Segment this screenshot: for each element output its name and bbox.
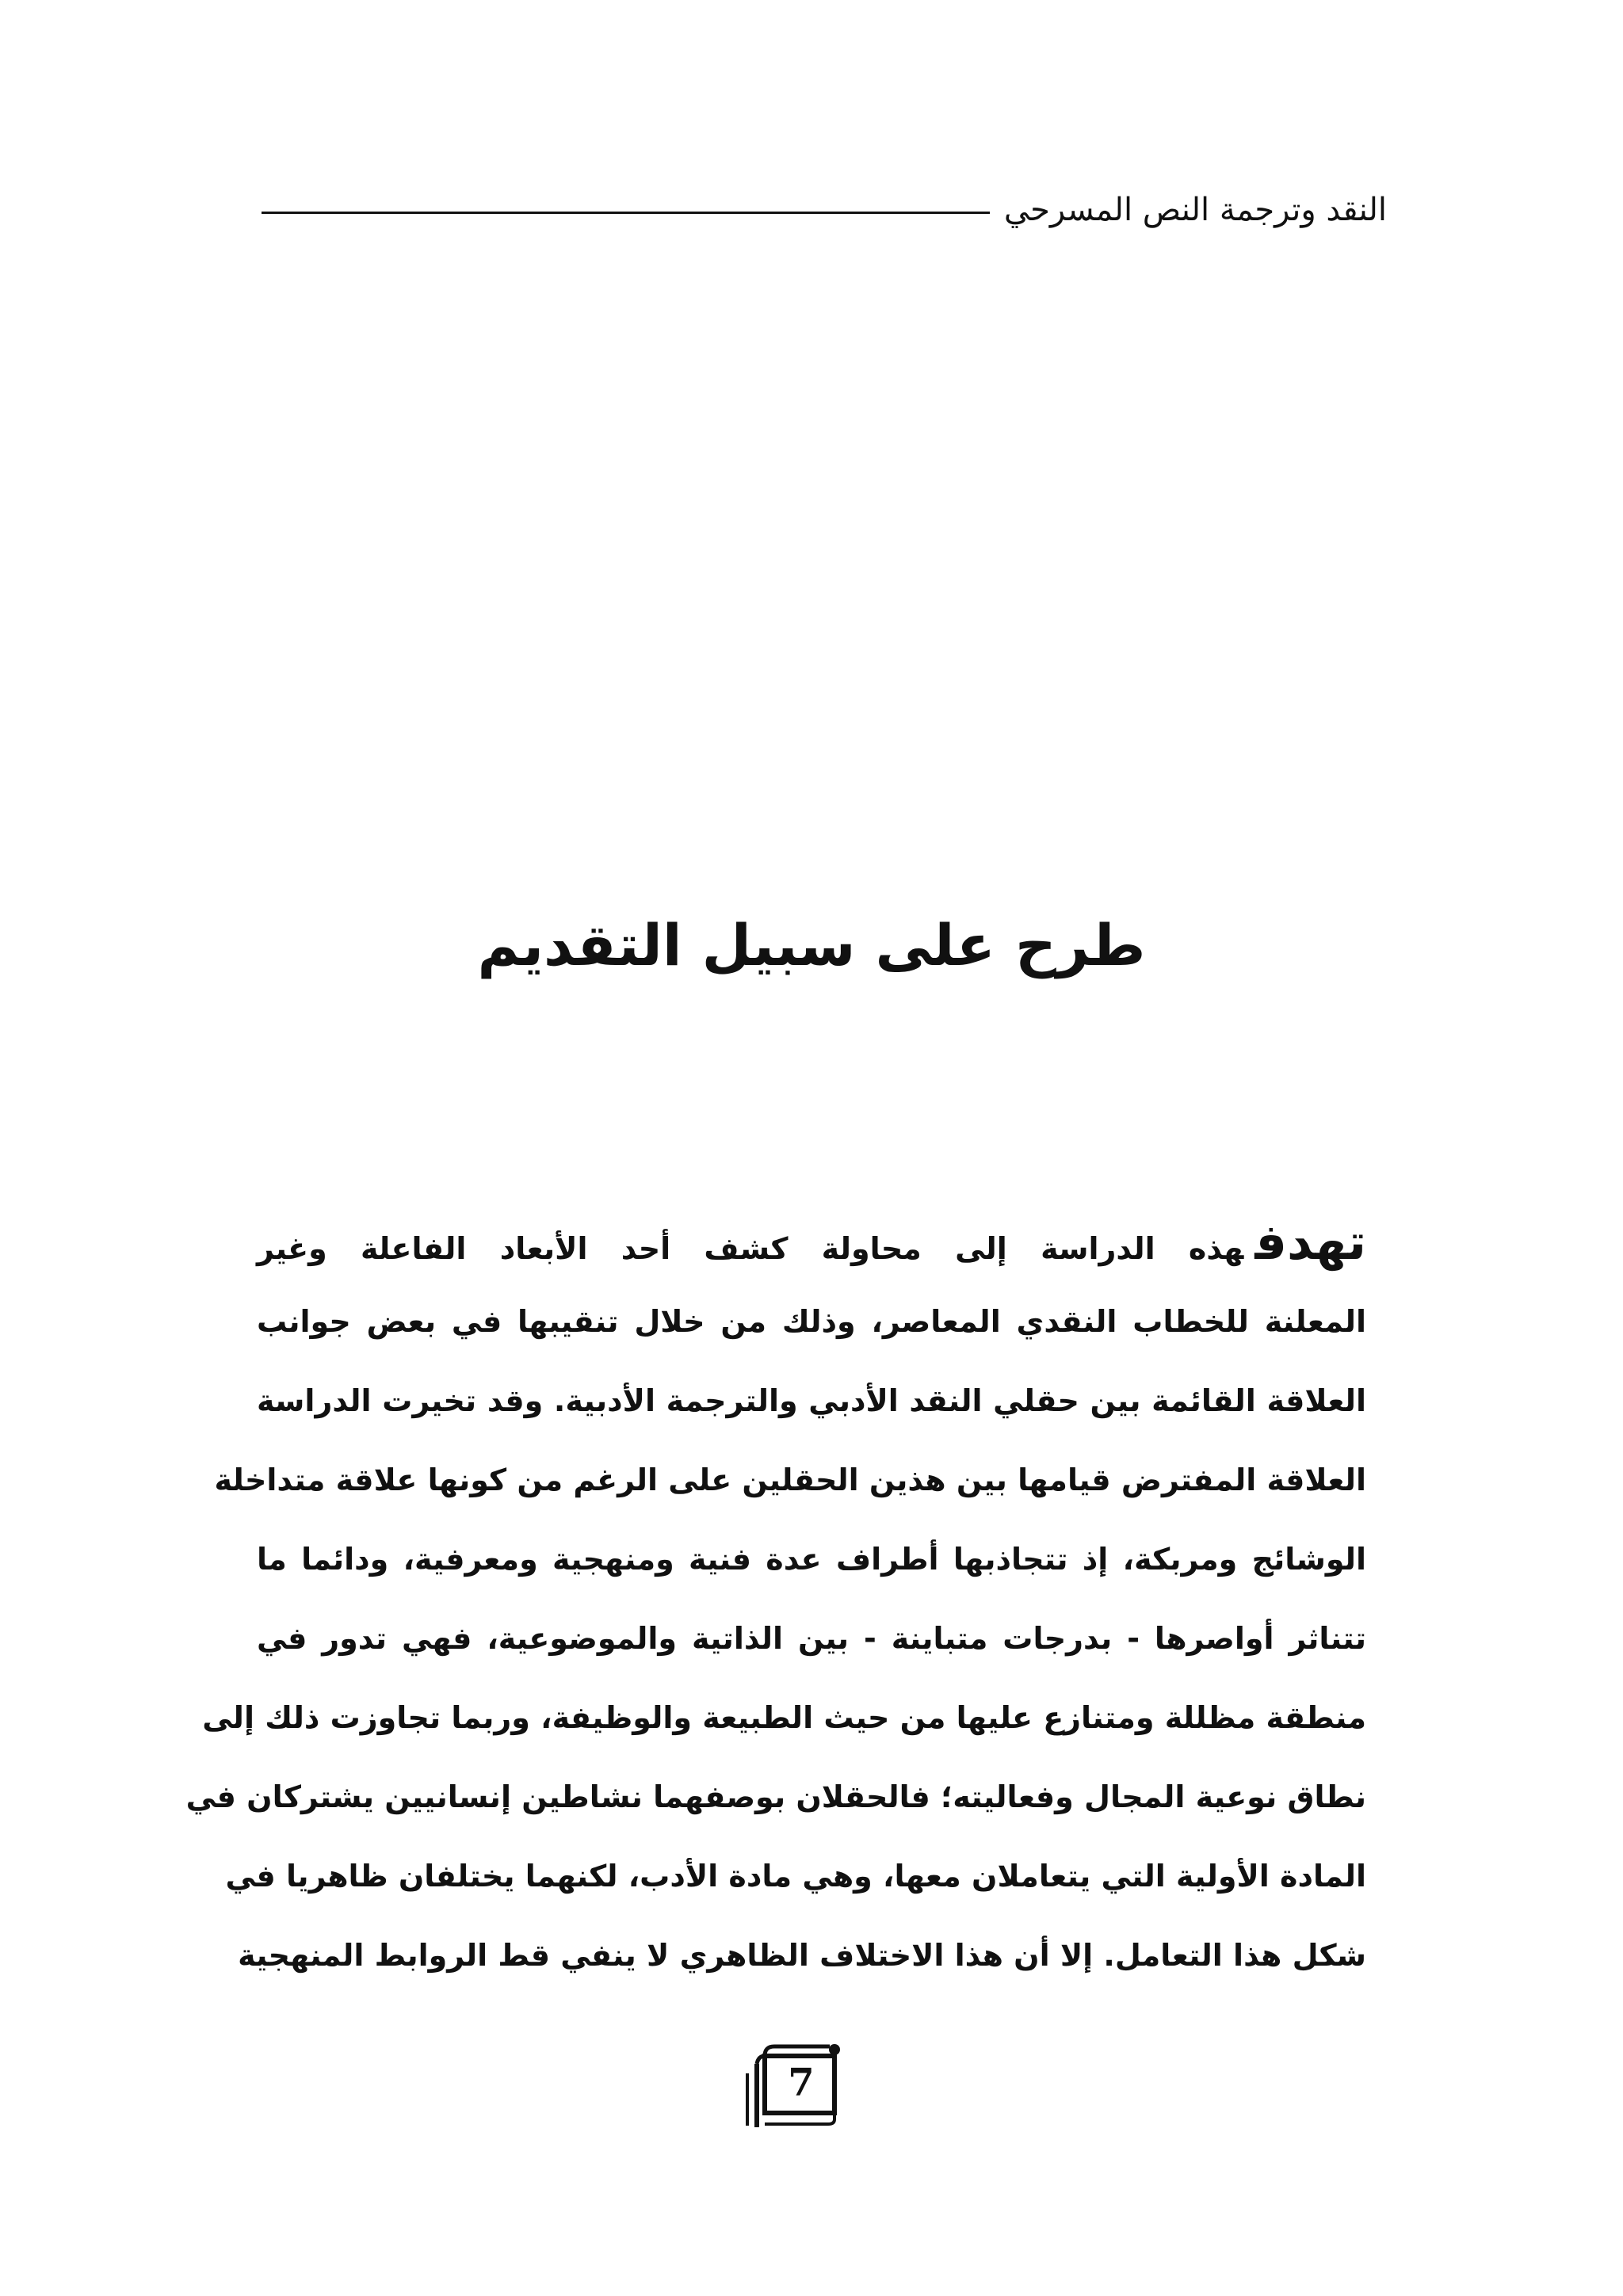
- page-number-ornament: [741, 2040, 856, 2131]
- body-line: المعلنة للخطاب النقدي المعاصر، وذلك من خلال تنقيبها في بعض جوانب: [257, 1304, 1366, 1339]
- body-paragraph: [185, 1203, 1366, 1995]
- body-line: المادة الأولية التي يتعاملان معها، وهي مادة الأدب، لكنهما يختلفان ظاهريا في: [225, 1859, 1366, 1894]
- body-line: نطاق نوعية المجال وفعاليته؛ فالحقلان بوصفهما نشاطين إنسانيين يشتركان في: [185, 1779, 1366, 1814]
- lead-word: تهدف: [1254, 1213, 1366, 1271]
- body-line: منطقة مظللة ومتنازع عليها من حيث الطبيعة والوظيفة، وربما تجاوزت ذلك إلى: [202, 1700, 1366, 1735]
- body-line: العلاقة القائمة بين حقلي النقد الأدبي والترجمة الأدبية. وقد تخيرت الدراسة: [257, 1383, 1366, 1418]
- body-line: العلاقة المفترض قيامها بين هذين الحقلين على الرغم من كونها علاقة متداخلة: [214, 1463, 1366, 1497]
- page-number: 7: [788, 2061, 815, 2105]
- body-line: شكل هذا التعامل. إلا أن هذا الاختلاف الظاهري لا ينفي قط الروابط المنهجية: [238, 1938, 1366, 1973]
- body-line: الوشائج ومربكة، إذ تتجاذبها أطراف عدة فنية ومنهجية ومعرفية، ودائما ما: [257, 1542, 1366, 1577]
- running-header: [262, 182, 1387, 238]
- body-line: تتناثر أواصرها - بدرجات متباينة - بين الذاتية والموضوعية، فهي تدور في: [257, 1621, 1366, 1656]
- body-line-text: هذه الدراسة إلى محاولة كشف أحد الأبعاد الفاعلة وغير: [257, 1231, 1244, 1266]
- chapter-title: طرح على سبيل التقديم: [477, 912, 1146, 978]
- body-line: [257, 1203, 1366, 1282]
- running-header-title: النقد وترجمة النص المسرحي: [1003, 192, 1387, 228]
- header-rule: [262, 212, 990, 214]
